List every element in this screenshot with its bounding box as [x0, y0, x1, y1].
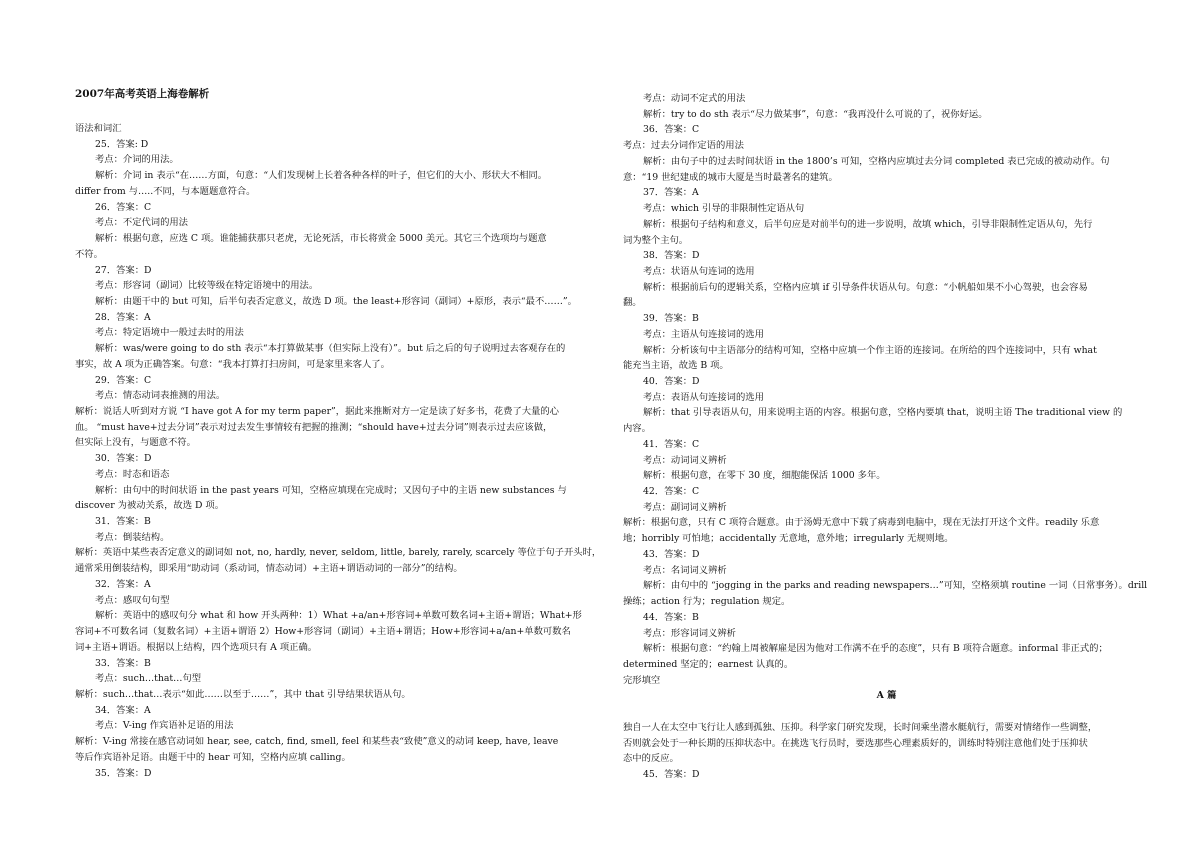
left-column-line: 28．答案：A [95, 311, 151, 323]
right-column-line: determined 坚定的；earnest 认真的。 [623, 658, 794, 670]
left-column-line: 事实，故 A 项为正确答案。句意：“我本打算打扫房间，可是家里来客人了。 [75, 358, 390, 370]
right-column-line: 解析：根据句意，只有 C 项符合题意。由于汤姆无意中下载了病毒到电脑中，现在无法打开这个文件。readily 乐意 [623, 517, 1100, 529]
left-column-line: 考点：时态和语态 [95, 468, 170, 480]
right-column-line: 独自一人在太空中飞行让人感到孤独、压抑。科学家门研究发现，长时间乘坐潜水艇航行，需要对情绪作一些调整， [623, 721, 1098, 733]
right-column-line: 态中的反应。 [623, 753, 679, 765]
left-column-line: 31．答案：B [95, 516, 151, 527]
left-column-line: 解析：英语中某些表否定意义的副词如 not, no, hardly, never, seldom, little, barely, rarely, scarcely 等位于句子开头时， [75, 547, 602, 559]
right-column-line: 操练；action 行为；regulation 规定。 [623, 596, 791, 607]
left-column-line: 33．答案：B [95, 657, 151, 669]
left-column-line: 解析：根据句意，应选 C 项。谁能捕获那只老虎，无论死活，市长将赏金 5000 美元。其它三个选项均与题意 [95, 233, 547, 244]
right-column-line: 翻。 [623, 297, 642, 309]
left-column-line: 解析：英语中的感叹句分 what 和 how 开头两种：1）What +a/an+形容词+单数可数名词+主语+谓语；What+形 [95, 610, 582, 622]
left-column-line: 30．答案：D [95, 453, 152, 465]
right-column-line: 地；horribly 可怕地；accidentally 无意地，意外地；irregularly 无规则地。 [623, 533, 954, 545]
right-column-line: 解析：try to do sth 表示“尽力做某事”，句意：“我再没什么可说的了，祝你好运。 [643, 108, 988, 120]
right-column-line: 考点：名词词义辨析 [643, 564, 727, 576]
left-column-line: 考点：V-ing 作宾语补足语的用法 [95, 720, 234, 732]
right-column-line: A 篇 [876, 690, 897, 702]
right-column-line: 解析：由句中的 “jogging in the parks and reading newspapers…”可知，空格须填 routine 一词（日常事务）。drill [643, 580, 1148, 592]
right-column-line: 解析：根据句意：“约翰上周被解雇是因为他对工作满不在乎的态度”，只有 B 项符合题意。informal 非正式的； [643, 643, 1108, 655]
right-column-line: 36．答案：C [643, 124, 700, 136]
left-column-line: 解析：such…that…表示“如此……以至于……”，其中 that 引导结果状语从句。 [75, 688, 411, 700]
right-column-line: 解析：分析该句中主语部分的结构可知，空格中应填一个作主语的连接词。在所给的四个连接词中，只有 what [643, 344, 1097, 356]
left-column-line: 考点：不定代词的用法 [95, 217, 188, 229]
left-column-line: 考点：感叹句句型 [95, 594, 170, 606]
right-column-line: 考点：表语从句连接词的选用 [643, 391, 764, 403]
left-column-line: 解析：V-ing 常接在感官动词如 hear, see, catch, find, smell, feel 和某些表“致使”意义的动词 keep, have, leave [75, 736, 559, 748]
right-column-line: 考点：状语从句连词的选用 [643, 265, 755, 277]
right-column-line: 意：“19 世纪建成的城市大厦是当时最著名的建筑。 [623, 171, 838, 183]
left-column-line: 解析：was/were going to do sth 表示“本打算做某事（但实际上没有）”。but 后之后的句子说明过去客观存在的 [95, 343, 566, 355]
left-column-line: 不符。 [75, 248, 103, 260]
left-column-line: 27．答案：D [95, 264, 152, 276]
right-column-line: 40．答案：D [643, 376, 700, 387]
right-column-line: 解析：根据句意，在零下 30 度，细胞能保活 1000 多年。 [643, 470, 886, 482]
left-column-line: 考点：情态动词表推测的用法。 [95, 390, 226, 402]
right-column-line: 考点：副词词义辨析 [643, 501, 727, 513]
left-column-line: 考点：倒装结构。 [95, 531, 170, 543]
right-column-line: 能充当主语，故选 B 项。 [623, 360, 729, 372]
right-column-line: 完形填空 [623, 674, 661, 686]
right-column-line: 41．答案：C [643, 438, 700, 450]
right-column-line: 词为整个主句。 [623, 234, 689, 246]
right-column-line: 39．答案：B [643, 313, 699, 325]
left-column-line: 词+主语+谓语。根据以上结构，四个选项只有 A 项正确。 [75, 641, 318, 653]
left-column-line: 考点：介词的用法。 [95, 154, 179, 166]
left-column-line: 34．答案：A [95, 704, 151, 716]
right-column-line: 考点：主语从句连接词的选用 [643, 328, 764, 340]
right-column-line: 解析：根据句子结构和意义，后半句应是对前半句的进一步说明，故填 which，引导非限制性定语从句，先行 [643, 218, 1093, 230]
left-column-line: 解析：由句中的时间状语 in the past years 可知，空格应填现在完成时；又因句子中的主语 new substances 与 [95, 484, 567, 496]
left-column-line: 等后作宾语补足语。由题干中的 hear 可知，空格内应填 calling。 [75, 751, 351, 763]
right-column-line: 解析：由句子中的过去时间状语 in the 1800’s 可知，空格内应填过去分词 completed 表已完成的被动动作。句 [643, 155, 1110, 167]
right-column-line: 考点：形容词词义辨析 [643, 627, 736, 639]
left-column-line: 考点：形容词（副词）比较等级在特定语境中的用法。 [95, 280, 319, 292]
right-column-line: 解析：根据前后句的逻辑关系，空格内应填 if 引导条件状语从句。句意：“小帆船如果不小心驾驶，也会容易 [643, 281, 1088, 293]
document-title: 2007年高考英语上海卷解析 [75, 88, 210, 100]
left-column-line: 通常采用倒装结构，即采用“助动词（系动词，情态动词）+主语+谓语动词的一部分”的结构。 [75, 563, 463, 575]
right-column-line: 考点：过去分词作定语的用法 [623, 140, 744, 152]
right-column-line: 44．答案：B [643, 611, 699, 623]
left-column-line: 血。 “must have+过去分词”表示对过去发生事情较有把握的推测；“should have+过去分词”则表示过去应该做， [75, 421, 553, 433]
left-column-line: 解析：介词 in 表示“在……方面，句意：“人们发现树上长着各种各样的叶子，但它们的大小、形状大不相同。 [95, 170, 548, 182]
right-column-line: 考点：which 引导的非限制性定语从句 [643, 203, 805, 214]
left-column-line: differ from 与…..不同，与本题题意符合。 [75, 185, 256, 197]
left-column-line: 29．答案：C [95, 374, 152, 386]
right-column-line: 43．答案：D [643, 548, 700, 560]
right-column-line: 考点：动词不定式的用法 [643, 93, 746, 104]
left-column-line: 考点：such…that…句型 [95, 673, 202, 685]
right-column-line: 内容。 [623, 423, 651, 435]
right-column-line: 37．答案：A [643, 187, 699, 199]
left-column-line: 32．答案：A [95, 578, 151, 590]
left-column-line: 解析：由题干中的 but 可知，后半句表否定意义，故选 D 项。the least+形容词（副词）+原形，表示“最不……”。 [95, 295, 577, 307]
left-column-line: 25．答案: D [95, 138, 149, 150]
left-column-line: 考点：特定语境中一般过去时的用法 [95, 327, 244, 339]
left-column-line: 26．答案：C [95, 201, 152, 213]
left-column-line: 语法和词汇 [75, 123, 122, 134]
right-column-line: 考点：动词词义辨析 [643, 454, 727, 466]
right-column-line: 否则就会处于一种长期的压抑状态中。在挑选飞行员时，要选那些心理素质好的，训练时特别注意他们处于压抑状 [623, 737, 1088, 749]
left-column-line: 但实际上没有，与题意不符。 [75, 437, 196, 449]
right-column-line: 解析：that 引导表语从句，用来说明主语的内容。根据句意，空格内要填 that，说明主语 The traditional view 的 [643, 407, 1123, 419]
left-column-line: 解析：说话人听到对方说 “I have got A for my term paper”，据此来推断对方一定是读了好多书，花费了大量的心 [75, 406, 559, 417]
right-column-line: 42．答案：C [643, 486, 700, 497]
left-column-line: 容词+不可数名词（复数名词）+主语+谓语 2）How+形容词（副词）+主语+谓语；How+形容词+a/an+单数可数名 [75, 626, 571, 637]
left-column-line: 35．答案：D [95, 767, 152, 779]
right-column-line: 45．答案：D [643, 769, 700, 780]
left-column-line: discover 为被动关系，故选 D 项。 [75, 500, 224, 512]
right-column-line: 38．答案：D [643, 250, 700, 262]
